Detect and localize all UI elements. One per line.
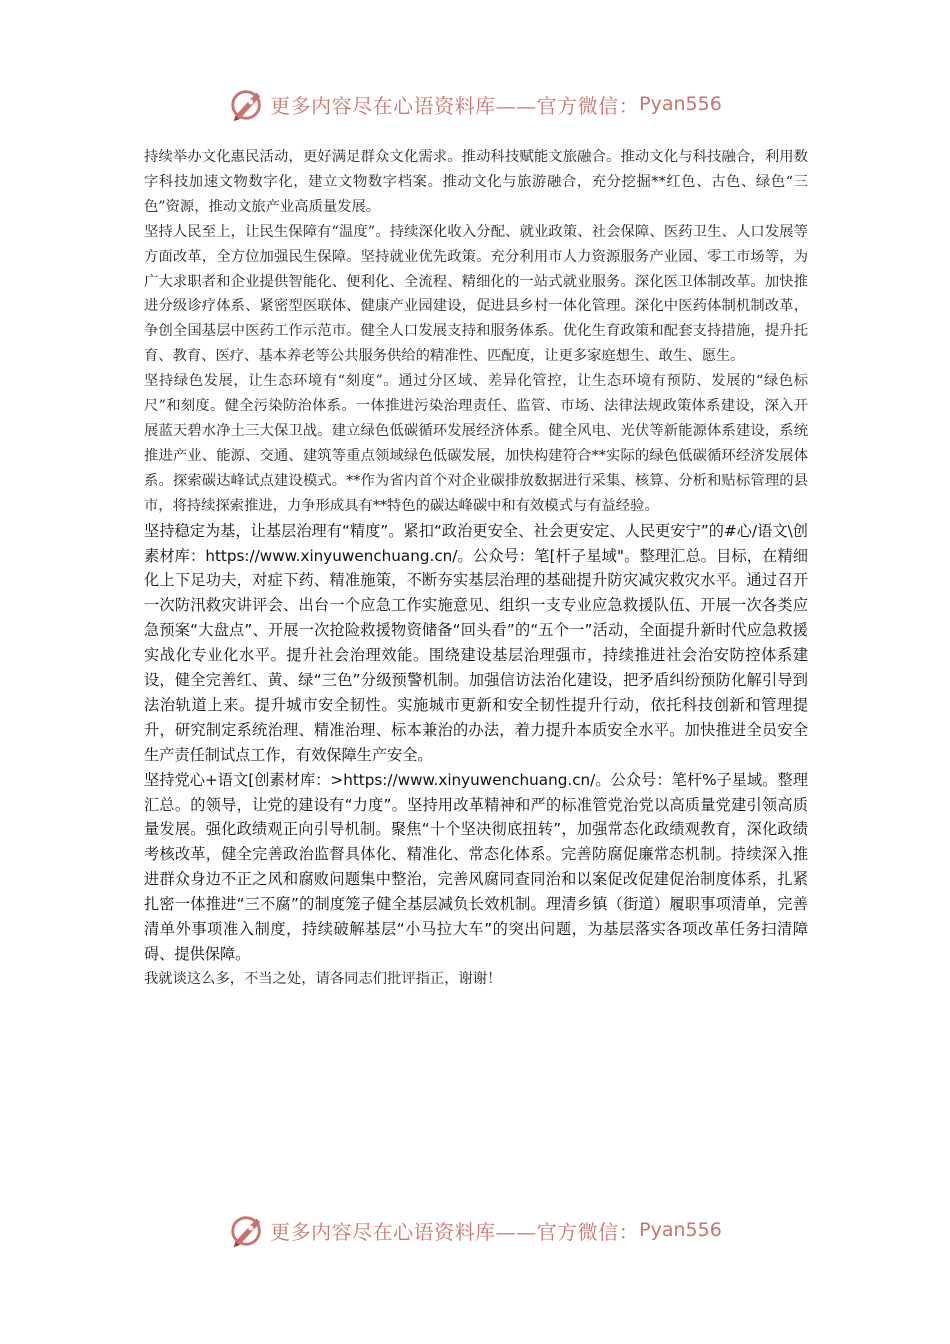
paragraph-culture: 持续举办文化惠民活动，更好满足群众文化需求。推动科技赋能文旅融合。推动文化与科技融合，利用数字科技加速文物数字化，建立文物数字档案。推动文化与旅游融合，充分挖掘**红色、古色、绿色“三色”资源，推动文旅产业高质量发展。 [144,149,808,215]
pen-logo-icon [228,85,266,123]
pen-logo-icon [228,1211,266,1249]
banner-wechat-id: Pyan556 [639,1219,722,1241]
paragraph-green-development: 坚持绿色发展，让生态环境有“刻度”。通过分区域、差异化管控，让生态环境有预防、发展的“绿色标尺”和刻度。健全污染防治体系。一体推进污染治理责任、监管、市场、法律法规政策体系建设，深入开展蓝天碧水净土三大保卫战。建立绿色低碳循环发展经济体系。健全风电、光伏等新能源体系建设，系统推进产业、能源、交通、建筑等重点领域绿色低碳发展，加快构建符合**实际的绿色低碳循环经济发展体系。探索碳达峰试点建设模式。**作为省内首个对企业碳排放数据进行采集、核算、分析和贴标管理的县市，将持续探索推进，力争形成具有**特色的碳达峰碳中和有效模式与有益经验。 [144,373,808,514]
banner-text: 更多内容尽在心语资料库——官方微信： [270,93,640,118]
document-body [144,145,808,992]
footer-banner [0,1210,950,1250]
paragraph-closing: 我就谈这么多，不当之处，请各同志们批评指正，谢谢！ [144,970,502,987]
paragraph-party-building: 坚持党心+语文[创素材库：>https://www.xinyuwenchuang.cn/。公众号：笔杆%子星域。整理汇总。的领导，让党的建设有“力度”。坚持用改革精神和严的标准管党治党以高质量党建引领高质量发展。强化政绩观正向引导机制。聚焦“十个坚决彻底扭转”，加强常态化政绩观教育，深化政绩考核改革，健全完善政治监督具体化、精准化、常态化体系。完善防腐促廉常态机制。持续深入推进群众身边不正之风和腐败问题集中整治，完善风腐同查同治和以案促改促建促治制度体系，扎紧扎密一体推进“三不腐”的制度笼子健全基层减负长效机制。理清乡镇（街道）履职事项清单，完善清单外事项准入制度，持续破解基层“小马拉大车”的突出问题，为基层落实各项改革任务扫清障碍、提供保障。 [144,770,808,963]
header-banner [0,84,950,124]
paragraph-livelihood: 坚持人民至上，让民生保障有“温度”。持续深化收入分配、就业政策、社会保障、医药卫生、人口发展等方面改革，全方位加强民生保障。坚持就业优先政策。充分利用市人力资源服务产业园、零工市场等，为广大求职者和企业提供智能化、便利化、全流程、精细化的一站式就业服务。深化医卫体制改革。加快推进分级诊疗体系、紧密型医联体、健康产业园建设，促进县乡村一体化管理。深化中医药体制机制改革，争创全国基层中医药工作示范市。健全人口发展支持和服务体系。优化生育政策和配套支持措施，提升托育、教育、医疗、基本养老等公共服务供给的精准性、匹配度，让更多家庭想生、敢生、愿生。 [144,223,808,365]
banner-wechat-id: Pyan556 [639,93,722,115]
paragraph-grassroots-governance: 坚持稳定为基，让基层治理有“精度”。紧扣“政治更安全、社会更安定、人民更安宁”的#心/语文\创素材库：https://www.xinyuwenchuang.cn/。公众号：笔[杆子星域"。整理汇总。目标，在精细化上下足功夫，对症下药、精准施策，不断夯实基层治理的基础提升防灾减灾救灾水平。通过召开一次防汛救灾讲评会、出台一个应急工作实施意见、组织一支专业应急救援队伍、开展一次各类应急预案“大盘点”、开展一次抢险救援物资储备“回头看”的“五个一”活动，全面提升新时代应急救援实战化专业化水平。提升社会治理效能。围绕建设基层治理强市，持续推进社会治安防控体系建设，健全完善红、黄、绿“三色”分级预警机制。加强信访法治化建设，把矛盾纠纷预防化解引导到法治轨道上来。提升城市安全韧性。实施城市更新和安全韧性提升行动，依托科技创新和管理提升，研究制定系统治理、精准治理、标本兼治的办法，着力提升本质安全水平。加快推进全员安全生产责任制试点工作，有效保障生产安全。 [144,521,808,764]
banner-text: 更多内容尽在心语资料库——官方微信： [270,1219,640,1244]
